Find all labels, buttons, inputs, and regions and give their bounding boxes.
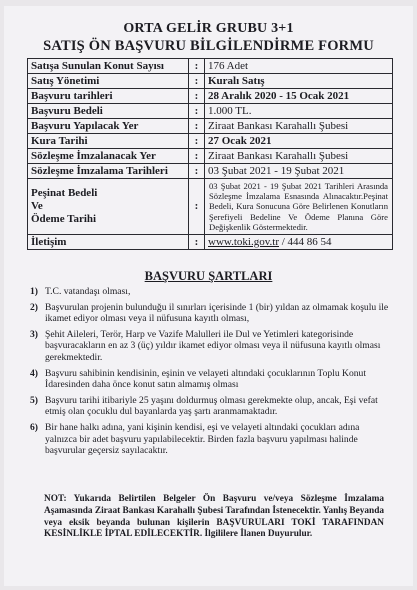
requirements-heading-text: BAŞVURU ŞARTLARI <box>144 269 273 283</box>
list-item-number: 5) <box>30 394 38 406</box>
list-item <box>30 395 392 418</box>
row-label-application-dates: Başvuru tarihleri <box>28 89 189 104</box>
row-label-sale-method: Satış Yönetimi <box>28 74 189 89</box>
row-label-lottery-date: Kura Tarihi <box>28 134 189 149</box>
row-label-contract-place: Sözleşme İmzalanacak Yer <box>28 149 189 164</box>
row-separator: : <box>189 164 205 179</box>
list-item-text: Bir hane halkı adına, yani kişinin kendisi, eşi ve velayeti altındaki çocukları adına yalnızca bir adet başvuru yapılabilecektir. Birden fazla başvuru yapılması halinde başvurular geçersiz sayılacaktır. <box>45 421 360 457</box>
row-separator: : <box>189 89 205 104</box>
list-item <box>30 368 392 391</box>
list-item-number: 6) <box>30 421 38 433</box>
row-value-payment: 03 Şubat 2021 - 19 Şubat 2021 Tarihleri Arasında Sözleşme İmzalama Esnasında Alınacaktır.Peşinat Bedeli, Kura Sonucuna Göre Belirlenen Konutların Şerefiyeli Bedeline Ve Ödeme Planına Göre Değişkenlik Göstermektedir. <box>205 179 393 235</box>
table-row <box>28 59 393 74</box>
requirements-list <box>30 286 392 461</box>
payment-label-line2: Ve <box>31 200 43 212</box>
contact-website-link[interactable]: www.toki.gov.tr <box>208 235 279 248</box>
page-subtitle: SATIŞ ÖN BAŞVURU BİLGİLENDİRME FORMU <box>43 38 374 54</box>
row-value-contract-dates: 03 Şubat 2021 - 19 Şubat 2021 <box>205 164 393 179</box>
row-separator: : <box>189 179 205 235</box>
table-row <box>28 164 393 179</box>
table-row <box>28 74 393 89</box>
requirements-heading <box>4 269 413 284</box>
row-value-application-place: Ziraat Bankası Karahallı Şubesi <box>205 119 393 134</box>
table-row <box>28 119 393 134</box>
list-item-text: T.C. vatandaşı olması, <box>45 286 131 297</box>
list-item <box>30 329 392 364</box>
row-separator: : <box>189 134 205 149</box>
list-item <box>30 286 392 298</box>
row-separator: : <box>189 74 205 89</box>
payment-label-line1: Peşinat Bedeli <box>31 187 98 199</box>
table-row <box>28 235 393 250</box>
footer-note: NOT: Yukarıda Belirtilen Belgeler Ön Başvuru ve/veya Sözleşme İmzalama Aşamasında Ziraat Bankası Karahallı Şubesi Tarafından İstenecektir. Yanlış Beyanda veya eksik beyanda bulunan kişilerin BAŞVURULARI TOKİ TARAFINDAN KESİNLİKLE İPTAL EDİLECEKTİR. İlgililere İlanen Duyurulur. <box>44 494 385 540</box>
row-separator: : <box>189 119 205 134</box>
row-separator: : <box>189 104 205 119</box>
table-row <box>28 104 393 119</box>
list-item-text: Başvurulan projenin bulunduğu il sınırları içerisinde 1 (bir) yıldan az olmamak koşulu ile ikamet ediyor olması veya il nüfusuna kayıtlı olması, <box>45 301 389 325</box>
list-item-number: 2) <box>30 301 38 313</box>
row-value-application-fee: 1.000 TL. <box>205 104 393 119</box>
page-title: ORTA GELİR GRUBU 3+1 <box>123 21 294 36</box>
info-table <box>27 58 393 250</box>
payment-label-line3: Ödeme Tarihi <box>31 213 97 225</box>
list-item-number: 4) <box>30 367 38 379</box>
row-label-payment <box>28 179 189 235</box>
row-value-lottery-date: 27 Ocak 2021 <box>205 134 393 149</box>
row-value-unit-count: 176 Adet <box>205 59 393 74</box>
row-separator: : <box>189 59 205 74</box>
table-row <box>28 149 393 164</box>
row-value-sale-method: Kuralı Satış <box>205 74 393 89</box>
contact-phone: / 444 86 54 <box>278 235 332 248</box>
row-separator: : <box>189 235 205 250</box>
row-separator: : <box>189 149 205 164</box>
list-item-number: 3) <box>30 328 38 340</box>
row-label-contact: İletişim <box>28 235 189 250</box>
row-label-unit-count: Satışa Sunulan Konut Sayısı <box>28 59 189 74</box>
list-item <box>30 302 392 325</box>
list-item-text: Başvuru tarihi itibariyle 25 yaşını doldurmuş olması gerekmekte olup, ancak, Eşi vefat etmiş olan çocuklu dul bayanlarda yaş şartı aranmamaktadır. <box>45 394 378 418</box>
row-value-application-dates: 28 Aralık 2020 - 15 Ocak 2021 <box>205 89 393 104</box>
table-row <box>28 89 393 104</box>
table-row <box>28 134 393 149</box>
row-value-contact <box>205 235 393 250</box>
row-label-application-place: Başvuru Yapılacak Yer <box>28 119 189 134</box>
row-label-contract-dates: Sözleşme İmzalama Tarihleri <box>28 164 189 179</box>
list-item-number: 1) <box>30 286 38 297</box>
list-item-text: Başvuru sahibinin kendisinin, eşinin ve velayeti altındaki çocuklarının Toplu Konut İdaresinden daha önce konut satın almamış olması <box>45 367 367 391</box>
table-row <box>28 179 393 235</box>
row-value-contract-place: Ziraat Bankası Karahallı Şubesi <box>205 149 393 164</box>
list-item-text: Şehit Aileleri, Terör, Harp ve Vazife Malulleri ile Dul ve Yetimleri kategorisinde başvuracakların en az 3 (üç) yıldır ikamet ediyor olması veya il nüfusuna kayıtlı olması gerekmektedir. <box>45 328 381 363</box>
list-item <box>30 422 392 457</box>
row-label-application-fee: Başvuru Bedeli <box>28 104 189 119</box>
document-page <box>4 6 413 586</box>
